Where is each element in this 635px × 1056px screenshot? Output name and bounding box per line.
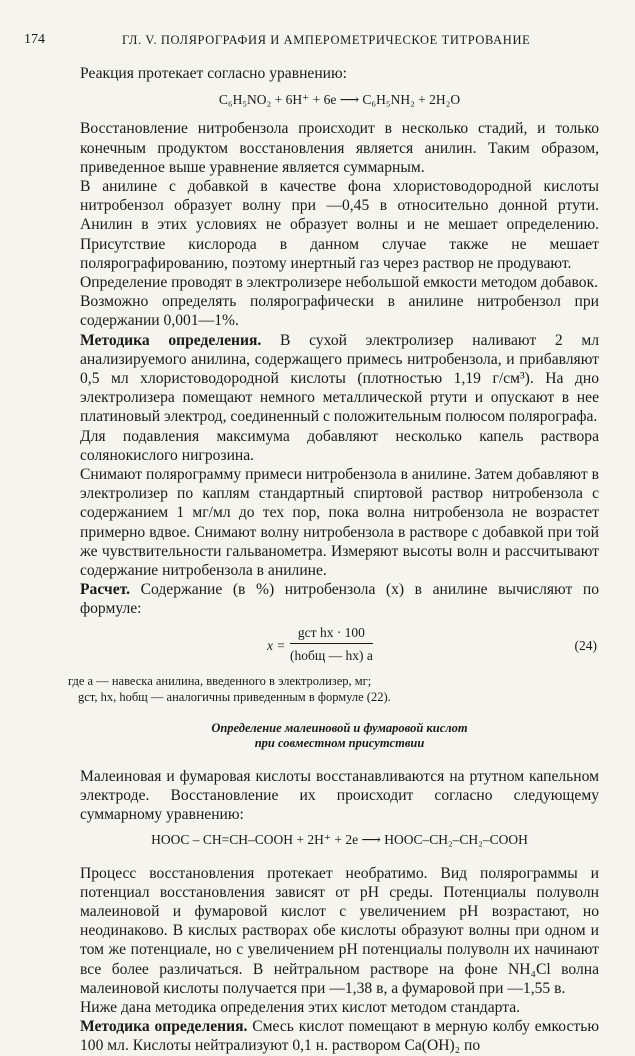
run-in-heading: Расчет. <box>80 581 131 599</box>
paragraph: В анилине с добавкой в качестве фона хлористоводородной кислоты нитробензол образует волну при —0,45 в относительно донной ртути. Анилин в этих условиях не образует волны и не мешает определению. Присутствие кислорода в данном случае также не мешает полярографированию, поэтому инертный газ через раствор не продувают. <box>80 178 599 272</box>
section-title-line: при совместном присутствии <box>254 735 425 750</box>
page-body <box>68 64 599 1056</box>
formula-24 <box>80 621 599 669</box>
paragraph: Процесс восстановления протекает необратимо. Вид полярограммы и потенциал восстановления зависят от pH среды. Потенциалы полуволн малеиновой и фумаровой кислот с увеличением pH возрастают, но неодинаково. В кислых растворах обе кислоты образуют волны при одном и том же потенциале, но с увеличением pH потенциалы полуволн их начинают все более различаться. В нейтральном растворе на фоне NH₄Cl волна малеиновой кислоты получается при —1,38 в, а фумаровой при —1,55 в. <box>80 864 599 997</box>
paragraph <box>80 580 599 618</box>
legend-line: где a — навеска анилина, введенного в электролизер, мг; <box>68 673 372 688</box>
section-title <box>80 721 599 751</box>
paragraph: Реакция протекает согласно уравнению: <box>80 65 348 82</box>
formula-number: (24) <box>574 637 597 653</box>
formula-lhs: x = <box>267 637 286 653</box>
paragraph-text: Содержание (в %) нитробензола (x) в анилине вычисляют по формуле: <box>80 581 599 618</box>
reaction-equation-2: HOOC – CH=CH–COOH + 2H⁺ + 2e ⟶ HOOC–CH₂–CH₂–COOH <box>151 832 528 848</box>
running-title: ГЛ. V. ПОЛЯРОГРАФИЯ И АМПЕРОМЕТРИЧЕСКОЕ ТИТРОВАНИЕ <box>122 33 531 47</box>
paragraph: Определение проводят в электролизере небольшой емкости методом добавок. <box>80 274 599 292</box>
run-in-heading: Методика определения. <box>80 1018 248 1036</box>
paragraph <box>80 331 599 427</box>
page-number: 174 <box>24 32 45 47</box>
run-in-heading: Методика определения. <box>80 331 262 349</box>
paragraph <box>80 1017 599 1055</box>
paragraph: Возможно определять полярографически в анилине нитробензол при содержании 0,001—1%. <box>80 293 599 330</box>
paragraph: Ниже дана методика определения этих кислот методом стандарта. <box>80 998 521 1016</box>
paragraph: Снимают полярограмму примеси нитробензола в анилине. Затем добавляют в электролизер по каплям стандартный спиртовой раствор нитробензола с содержанием 1 мг/мл до тех пор, пока волна нитробензола не возрастет примерно вдвое. Снимают волну нитробензола в растворе с добавкой при той же чувствительности гальванометра. Измеряют высоты волн и рассчитывают содержание нитробензола в анилине. <box>80 466 599 580</box>
paragraph: Малеиновая и фумаровая кислоты восстанавливаются на ртутном капельном электроде. Восстановление их происходит согласно следующему суммарному уравнению: <box>80 767 599 824</box>
formula-denominator: (hобщ — hx) a <box>290 647 373 663</box>
section-title-line: Определение малеиновой и фумаровой кислот <box>211 720 468 735</box>
formula-numerator: gст hx · 100 <box>290 623 373 644</box>
formula-legend <box>68 673 599 705</box>
paragraph: Для подавления максимума добавляют несколько капель раствора солянокислого нигрозина. <box>80 427 599 464</box>
paragraph-text: Смесь кислот помещают в мерную колбу емкостью 100 мл. Кислоты нейтрализуют 0,1 н. раствором Ca(OH)₂ по <box>80 1018 599 1055</box>
formula-fraction <box>290 623 373 665</box>
paragraph-text: В сухой электролизер наливают 2 мл анализируемого анилина, содержащего примесь нитробензола, и прибавляют 0,5 мл хлористоводородной кислоты (плотностью 1,19 г/см³). На дно электролизера помещают немного металлической ртути и опускают в нее платиновый электрод, соединенный с положительным полюсом полярографа. <box>80 331 599 426</box>
legend-line: gст, hx, hобщ — аналогичны приведенным в формуле (22). <box>78 689 391 704</box>
paragraph: Восстановление нитробензола происходит в несколько стадий, и только конечным продуктом восстановления является анилин. Таким образом, приведенное выше уравнение является суммарным. <box>80 120 599 176</box>
reaction-equation-1: C₆H₅NO₂ + 6H⁺ + 6e ⟶ C₆H₅NH₂ + 2H₂O <box>218 92 461 108</box>
